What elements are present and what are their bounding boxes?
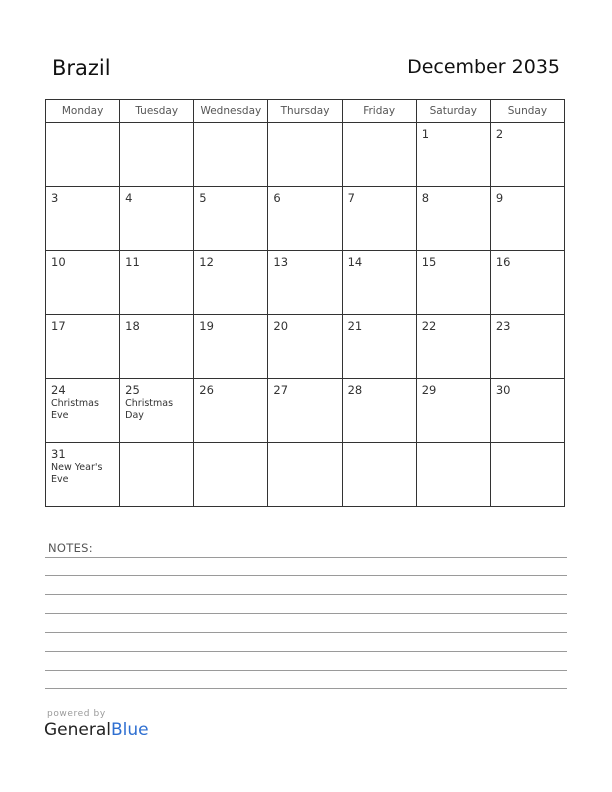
day-number: 23 — [495, 319, 511, 333]
day-cell[interactable] — [194, 379, 268, 443]
weekday-header-row — [46, 100, 565, 123]
week-row — [46, 315, 565, 379]
notes-line — [45, 613, 567, 614]
day-cell[interactable] — [120, 187, 194, 251]
day-cell[interactable] — [342, 123, 416, 187]
brand-general-text: General — [44, 720, 111, 740]
day-cell[interactable] — [194, 187, 268, 251]
day-cell[interactable] — [46, 379, 120, 443]
day-cell[interactable] — [120, 315, 194, 379]
week-row — [46, 187, 565, 251]
day-number: 12 — [199, 255, 214, 269]
day-cell[interactable] — [46, 187, 120, 251]
day-number: 29 — [421, 383, 437, 397]
day-cell[interactable] — [490, 379, 564, 443]
day-cell[interactable] — [490, 123, 564, 187]
day-number: 31 — [51, 447, 66, 461]
day-cell[interactable] — [416, 315, 490, 379]
notes-line — [45, 575, 567, 576]
day-cell[interactable] — [268, 443, 342, 507]
day-cell[interactable] — [416, 251, 490, 315]
day-number: 1 — [421, 127, 430, 141]
weekday-header: Thursday — [268, 100, 342, 123]
weekday-header: Wednesday — [194, 100, 268, 123]
day-cell[interactable] — [120, 443, 194, 507]
day-cell[interactable] — [120, 379, 194, 443]
day-cell[interactable] — [342, 315, 416, 379]
day-cell[interactable] — [46, 443, 120, 507]
day-cell[interactable] — [268, 123, 342, 187]
country-title: Brazil — [52, 56, 111, 80]
day-number: 14 — [347, 255, 363, 269]
notes-line — [45, 557, 567, 558]
day-number: 3 — [51, 191, 59, 205]
day-number: 10 — [51, 255, 66, 269]
day-cell[interactable] — [268, 315, 342, 379]
day-number: 7 — [347, 191, 355, 205]
day-cell[interactable] — [46, 251, 120, 315]
day-cell[interactable] — [342, 187, 416, 251]
day-number: 17 — [51, 319, 66, 333]
day-cell[interactable] — [194, 443, 268, 507]
generalblue-logo[interactable] — [44, 720, 149, 740]
day-number: 24 — [51, 383, 66, 397]
day-cell[interactable] — [120, 123, 194, 187]
day-number: 19 — [199, 319, 214, 333]
calendar-grid — [45, 99, 565, 507]
day-cell[interactable] — [490, 443, 564, 507]
day-cell[interactable] — [490, 315, 564, 379]
day-number: 5 — [199, 191, 207, 205]
day-number: 30 — [495, 383, 511, 397]
day-number: 18 — [125, 319, 140, 333]
holiday-label: Christmas Eve — [51, 398, 99, 421]
day-number: 13 — [273, 255, 289, 269]
weekday-header: Friday — [342, 100, 416, 123]
notes-line — [45, 632, 567, 633]
day-cell[interactable] — [46, 123, 120, 187]
brand-blue-text: Blue — [111, 720, 149, 740]
powered-by-text: powered by — [47, 709, 106, 719]
day-number: 15 — [421, 255, 437, 269]
day-number: 2 — [495, 127, 504, 141]
day-cell[interactable] — [416, 187, 490, 251]
day-cell[interactable] — [342, 443, 416, 507]
day-cell[interactable] — [268, 187, 342, 251]
day-number: 16 — [495, 255, 511, 269]
weekday-header: Saturday — [416, 100, 490, 123]
holiday-label: Christmas Day — [125, 398, 174, 421]
day-number: 21 — [347, 319, 363, 333]
weekday-header: Sunday — [490, 100, 564, 123]
week-row — [46, 251, 565, 315]
day-number: 8 — [421, 191, 430, 205]
day-cell[interactable] — [46, 315, 120, 379]
day-cell[interactable] — [490, 187, 564, 251]
day-cell[interactable] — [268, 379, 342, 443]
day-number: 4 — [125, 191, 133, 205]
notes-label: NOTES: — [48, 541, 93, 555]
holiday-label: New Year's Eve — [51, 462, 103, 485]
day-number: 11 — [125, 255, 140, 269]
day-cell[interactable] — [120, 251, 194, 315]
month-year-title: December 2035 — [407, 56, 560, 78]
day-cell[interactable] — [416, 379, 490, 443]
notes-line — [45, 688, 567, 689]
day-cell[interactable] — [490, 251, 564, 315]
week-row — [46, 123, 565, 187]
week-row — [46, 443, 565, 507]
notes-line — [45, 594, 567, 595]
day-cell[interactable] — [194, 123, 268, 187]
day-cell[interactable] — [342, 251, 416, 315]
day-number: 22 — [421, 319, 437, 333]
week-row — [46, 379, 565, 443]
notes-line — [45, 651, 567, 652]
weekday-header: Monday — [46, 100, 120, 123]
day-number: 27 — [273, 383, 289, 397]
day-number: 20 — [273, 319, 289, 333]
day-number: 25 — [125, 383, 140, 397]
weekday-header: Tuesday — [120, 100, 194, 123]
day-cell[interactable] — [342, 379, 416, 443]
day-number: 9 — [495, 191, 504, 205]
day-cell[interactable] — [194, 315, 268, 379]
day-cell[interactable] — [416, 123, 490, 187]
day-number: 28 — [347, 383, 363, 397]
notes-line — [45, 670, 567, 671]
day-cell[interactable] — [194, 251, 268, 315]
day-number: 26 — [199, 383, 214, 397]
day-cell[interactable] — [416, 443, 490, 507]
day-cell[interactable] — [268, 251, 342, 315]
day-number: 6 — [273, 191, 281, 205]
